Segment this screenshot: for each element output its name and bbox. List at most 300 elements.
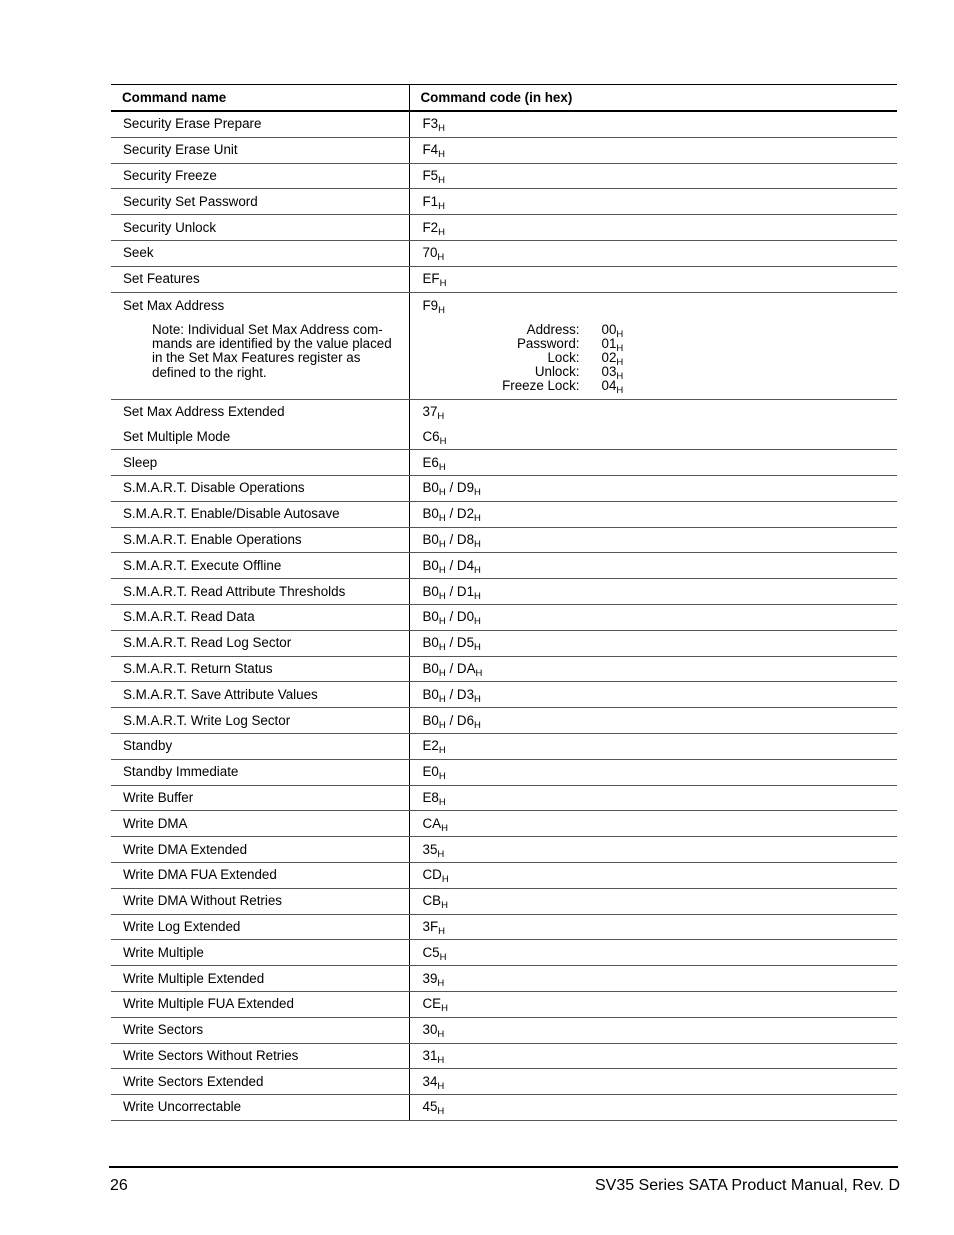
command-name-cell [111, 399, 409, 424]
command-name: Write Buffer [123, 789, 194, 805]
hex-suffix: H [437, 848, 445, 860]
table-row [111, 630, 897, 656]
command-code [422, 557, 481, 576]
command-name: Set Max Address Extended [123, 403, 285, 419]
hex-suffix: H [438, 590, 446, 602]
hex-suffix: H [438, 925, 446, 937]
hex-suffix: H [439, 951, 447, 963]
code-value: 31 [422, 1047, 438, 1063]
command-code [422, 686, 481, 705]
command-code [422, 167, 446, 186]
hex-suffix: H [437, 1106, 445, 1118]
footer-rule [109, 1166, 898, 1168]
code-value: E8 [422, 789, 439, 805]
hex-suffix: H [438, 513, 446, 525]
hex-suffix: H [438, 667, 446, 679]
command-name: Security Erase Unit [123, 142, 238, 158]
hex-suffix: H [474, 590, 481, 602]
command-code-cell [409, 553, 897, 579]
command-name: Security Set Password [123, 193, 258, 209]
command-name: Set Max Address [123, 297, 225, 313]
subcode-label: Lock: [547, 349, 580, 365]
code-value: B0 [422, 609, 439, 625]
command-code [422, 506, 481, 525]
command-code-cell [409, 424, 897, 449]
hex-suffix: H [437, 1054, 445, 1066]
subcode-label: Password: [516, 335, 580, 351]
code-value: 70 [422, 245, 438, 261]
command-code [422, 867, 449, 886]
table-row [111, 1069, 897, 1095]
command-code [422, 660, 483, 679]
code-value: E0 [422, 764, 439, 780]
code-value: F9 [422, 297, 439, 313]
command-name-cell [111, 553, 409, 579]
command-name: S.M.A.R.T. Enable/Disable Autosave [123, 506, 340, 522]
hex-suffix: H [438, 538, 446, 550]
code-value: / D9 [445, 480, 475, 496]
command-name: Standby [123, 738, 173, 754]
command-code-cell [409, 475, 897, 501]
command-name-cell [111, 862, 409, 888]
table-row [111, 579, 897, 605]
command-name: Write Sectors Without Retries [123, 1047, 299, 1063]
command-code-cell [409, 966, 897, 992]
hex-suffix: H [474, 513, 481, 525]
table-row [111, 424, 897, 449]
command-code [422, 944, 447, 963]
command-name: Security Unlock [123, 219, 217, 235]
command-name-cell [111, 940, 409, 966]
command-code [422, 454, 446, 473]
hex-suffix: H [616, 384, 624, 396]
hex-suffix: H [474, 538, 481, 550]
command-name: Write DMA Extended [123, 841, 248, 857]
code-value: F3 [422, 116, 439, 132]
hex-suffix: H [438, 719, 446, 731]
hex-suffix: H [474, 616, 481, 628]
command-code-cell [409, 837, 897, 863]
subcode-row [423, 365, 624, 379]
code-value: 02 [601, 349, 617, 365]
command-code [422, 403, 445, 422]
command-code-cell [409, 604, 897, 630]
command-code-cell [409, 240, 897, 266]
page-number: 26 [110, 1177, 128, 1194]
code-value: B0 [422, 712, 439, 728]
command-name-cell [111, 914, 409, 940]
hex-suffix: H [439, 278, 447, 290]
table-row [111, 708, 897, 734]
command-name-cell [111, 888, 409, 914]
command-name: Seek [123, 245, 154, 261]
code-value: 01 [601, 335, 617, 351]
command-name-cell [111, 266, 409, 292]
command-name-cell [111, 630, 409, 656]
hex-suffix: H [616, 370, 624, 382]
code-value: CE [422, 996, 442, 1012]
code-value: EF [422, 271, 440, 287]
command-name-cell [111, 475, 409, 501]
command-name-cell [111, 966, 409, 992]
command-code-cell [409, 501, 897, 527]
command-name: Write Sectors Extended [123, 1073, 264, 1089]
table-row [111, 189, 897, 215]
code-value: 3F [422, 918, 439, 934]
code-value: / D1 [445, 583, 475, 599]
code-value: / D3 [445, 686, 475, 702]
command-code-cell [409, 189, 897, 215]
table-row [111, 862, 897, 888]
code-value: B0 [422, 660, 439, 676]
command-name: Set Features [123, 271, 200, 287]
hex-suffix: H [437, 1080, 445, 1092]
hex-suffix: H [438, 123, 446, 135]
code-value: E6 [422, 454, 439, 470]
code-value: B0 [422, 480, 439, 496]
table-row [111, 888, 897, 914]
command-name-cell [111, 656, 409, 682]
command-code-cell [409, 1095, 897, 1121]
code-value: 34 [422, 1073, 438, 1089]
code-value: / D0 [445, 609, 475, 625]
command-name: S.M.A.R.T. Read Data [123, 609, 255, 625]
command-code-cell [409, 1069, 897, 1095]
command-name-cell [111, 450, 409, 476]
subcode-label: Address: [526, 321, 580, 337]
hex-suffix: H [437, 977, 445, 989]
command-name-cell [111, 837, 409, 863]
command-name: Write Multiple Extended [123, 970, 265, 986]
code-value: / D6 [445, 712, 475, 728]
code-value: 39 [422, 970, 438, 986]
command-code [422, 712, 481, 731]
code-value: / D5 [445, 635, 475, 651]
code-value: / D8 [445, 531, 475, 547]
command-code [422, 1022, 445, 1041]
command-code-cell [409, 940, 897, 966]
command-name: S.M.A.R.T. Enable Operations [123, 531, 302, 547]
code-value: 04 [601, 377, 617, 393]
command-name-cell [111, 991, 409, 1017]
command-code-cell [409, 527, 897, 553]
hex-suffix: H [441, 874, 449, 886]
command-code [422, 1073, 445, 1092]
hex-suffix: H [441, 1003, 448, 1015]
hex-suffix: H [438, 174, 446, 186]
command-name-cell [111, 733, 409, 759]
hex-suffix: H [438, 616, 446, 628]
table-row [111, 266, 897, 292]
command-code-cell [409, 215, 897, 241]
command-name: Security Erase Prepare [123, 116, 262, 132]
command-code-cell [409, 137, 897, 163]
command-code [422, 116, 446, 135]
command-name-cell [111, 708, 409, 734]
command-code [422, 918, 446, 937]
command-code [422, 428, 447, 447]
hex-suffix: H [438, 564, 446, 576]
hex-suffix: H [437, 410, 445, 422]
code-value: B0 [422, 686, 439, 702]
command-name: Standby Immediate [123, 764, 239, 780]
code-value: 00 [601, 321, 617, 337]
command-code-cell [409, 656, 897, 682]
command-code [422, 635, 481, 654]
command-code [422, 893, 448, 912]
command-name-cell [111, 501, 409, 527]
command-name: Write Sectors [123, 1022, 204, 1038]
command-code [422, 789, 446, 808]
command-name: Write Log Extended [123, 918, 241, 934]
command-code-cell [409, 111, 897, 137]
command-code [422, 815, 448, 834]
table-row [111, 553, 897, 579]
table-row [111, 733, 897, 759]
subcode-value [601, 321, 624, 340]
subcode-row [423, 351, 624, 365]
subcode-value [601, 377, 624, 396]
hex-suffix: H [475, 667, 483, 679]
command-code-cell [409, 1017, 897, 1043]
command-code-cell [409, 1043, 897, 1069]
hex-suffix: H [438, 771, 446, 783]
hex-suffix: H [439, 435, 447, 447]
code-value: 03 [601, 363, 617, 379]
code-value: CA [422, 815, 442, 831]
command-name-cell [111, 759, 409, 785]
command-name: Write DMA [123, 815, 188, 831]
command-name: S.M.A.R.T. Execute Offline [123, 557, 282, 573]
code-value: CD [422, 867, 442, 883]
hex-suffix: H [437, 252, 445, 264]
subcode-value [601, 335, 624, 354]
command-name-cell [111, 579, 409, 605]
hex-suffix: H [474, 642, 481, 654]
command-code [422, 142, 446, 161]
table-row [111, 991, 897, 1017]
hex-suffix: H [441, 822, 448, 834]
command-code-cell [409, 682, 897, 708]
table-row [111, 137, 897, 163]
code-value: F4 [422, 142, 439, 158]
command-table [111, 84, 897, 1121]
command-name: S.M.A.R.T. Return Status [123, 660, 273, 676]
set-max-note: Note: Individual Set Max Address com-mands are identified by the value placed in the Set Max Features register as defined to the right. [152, 321, 392, 380]
hex-suffix: H [438, 461, 446, 473]
command-code-cell [409, 759, 897, 785]
subcode-row [423, 337, 624, 351]
command-code [422, 245, 445, 264]
table-row [111, 940, 897, 966]
command-name-cell [111, 424, 409, 449]
command-name-cell [111, 240, 409, 266]
code-value: B0 [422, 583, 439, 599]
command-name-cell [111, 811, 409, 837]
table-row [111, 682, 897, 708]
command-name-cell [111, 527, 409, 553]
command-name: Sleep [123, 454, 158, 470]
table-row [111, 111, 897, 137]
code-value: C5 [422, 944, 440, 960]
code-value: E2 [422, 738, 439, 754]
hex-suffix: H [438, 487, 446, 499]
table-row [111, 837, 897, 863]
table-row [111, 1095, 897, 1121]
command-name: S.M.A.R.T. Write Log Sector [123, 712, 291, 728]
command-code-cell [409, 733, 897, 759]
code-value: 30 [422, 1022, 438, 1038]
code-value: 35 [422, 841, 438, 857]
command-name-cell [111, 292, 409, 399]
command-code [422, 531, 481, 550]
subcode-value [601, 363, 624, 382]
table-row [111, 163, 897, 189]
code-value: / D2 [445, 506, 475, 522]
header-command-code: Command code (in hex) [409, 85, 897, 112]
code-value: B0 [422, 531, 439, 547]
code-value: CB [422, 893, 442, 909]
set-max-subcode-list [423, 321, 624, 396]
command-name-cell [111, 1043, 409, 1069]
command-name: S.M.A.R.T. Save Attribute Values [123, 686, 318, 702]
subcode-row [423, 379, 624, 393]
subcode-row [423, 323, 624, 337]
command-name-cell [111, 111, 409, 137]
manual-title: SV35 Series SATA Product Manual, Rev. D [594, 1177, 900, 1194]
command-name-cell [111, 189, 409, 215]
command-name-cell [111, 163, 409, 189]
command-name: Write Multiple [123, 944, 204, 960]
command-code-cell [409, 630, 897, 656]
command-code [422, 219, 446, 238]
table-row [111, 399, 897, 424]
command-code-cell [409, 163, 897, 189]
table-row [111, 240, 897, 266]
hex-suffix: H [438, 304, 446, 316]
table-row [111, 785, 897, 811]
table-row [111, 656, 897, 682]
command-code [422, 764, 446, 783]
command-name-cell [111, 1095, 409, 1121]
command-code [422, 271, 447, 290]
table-row [111, 604, 897, 630]
hex-suffix: H [474, 564, 481, 576]
command-name-cell [111, 137, 409, 163]
command-code [422, 738, 446, 757]
command-code-cell [409, 991, 897, 1017]
command-code [422, 480, 481, 499]
command-name: Write Uncorrectable [123, 1099, 242, 1115]
hex-suffix: H [438, 226, 446, 238]
command-name-cell [111, 1069, 409, 1095]
command-code-cell [409, 914, 897, 940]
code-value: / D4 [445, 557, 475, 573]
command-code-cell [409, 708, 897, 734]
table-row [111, 527, 897, 553]
command-code [422, 609, 481, 628]
command-code-cell [409, 399, 897, 424]
command-name: Write DMA Without Retries [123, 893, 282, 909]
command-code-cell [409, 888, 897, 914]
command-name: S.M.A.R.T. Read Log Sector [123, 635, 292, 651]
table-row [111, 215, 897, 241]
command-code [422, 583, 481, 602]
command-name: Write Multiple FUA Extended [123, 996, 294, 1012]
hex-suffix: H [616, 356, 624, 368]
table-row [111, 292, 897, 399]
hex-suffix: H [438, 642, 446, 654]
hex-suffix: H [474, 487, 481, 499]
hex-suffix: H [438, 200, 446, 212]
command-name: S.M.A.R.T. Read Attribute Thresholds [123, 583, 346, 599]
table-row [111, 759, 897, 785]
code-value: 45 [422, 1099, 438, 1115]
hex-suffix: H [438, 796, 446, 808]
table-body [111, 111, 897, 1120]
code-value: F5 [422, 167, 439, 183]
command-code-cell [409, 579, 897, 605]
command-code [422, 996, 448, 1015]
command-code [422, 970, 445, 989]
command-name-cell [111, 785, 409, 811]
code-value: B0 [422, 506, 439, 522]
subcode-value [601, 349, 624, 368]
table-row [111, 1017, 897, 1043]
hex-suffix: H [474, 693, 481, 705]
command-code [422, 1099, 445, 1118]
command-code [422, 297, 446, 316]
command-code [422, 841, 445, 860]
command-name: Set Multiple Mode [123, 428, 231, 444]
hex-suffix: H [438, 693, 446, 705]
command-code-cell [409, 811, 897, 837]
command-name: Security Freeze [123, 167, 217, 183]
code-value: / DA [445, 660, 476, 676]
hex-suffix: H [438, 745, 446, 757]
command-code-cell [409, 862, 897, 888]
subcode-label: Unlock: [534, 363, 580, 379]
table-row [111, 811, 897, 837]
table-row [111, 1043, 897, 1069]
command-code-cell [409, 785, 897, 811]
command-name-cell [111, 604, 409, 630]
hex-suffix: H [438, 149, 446, 161]
table-row [111, 914, 897, 940]
hex-suffix: H [437, 1029, 445, 1041]
command-code-cell [409, 450, 897, 476]
hex-suffix: H [474, 719, 481, 731]
command-code [422, 193, 446, 212]
table-header-row [111, 85, 897, 112]
table-row [111, 501, 897, 527]
command-code [422, 1047, 445, 1066]
command-name: Write DMA FUA Extended [123, 867, 277, 883]
code-value: B0 [422, 557, 439, 573]
command-name-cell [111, 1017, 409, 1043]
command-code-cell [409, 292, 897, 399]
table-row [111, 450, 897, 476]
code-value: B0 [422, 635, 439, 651]
code-value: C6 [422, 428, 440, 444]
command-name-cell [111, 215, 409, 241]
code-value: F1 [422, 193, 439, 209]
code-value: 37 [422, 403, 438, 419]
table-row [111, 966, 897, 992]
command-name: S.M.A.R.T. Disable Operations [123, 480, 305, 496]
subcode-label: Freeze Lock: [502, 377, 580, 393]
hex-suffix: H [616, 328, 624, 340]
